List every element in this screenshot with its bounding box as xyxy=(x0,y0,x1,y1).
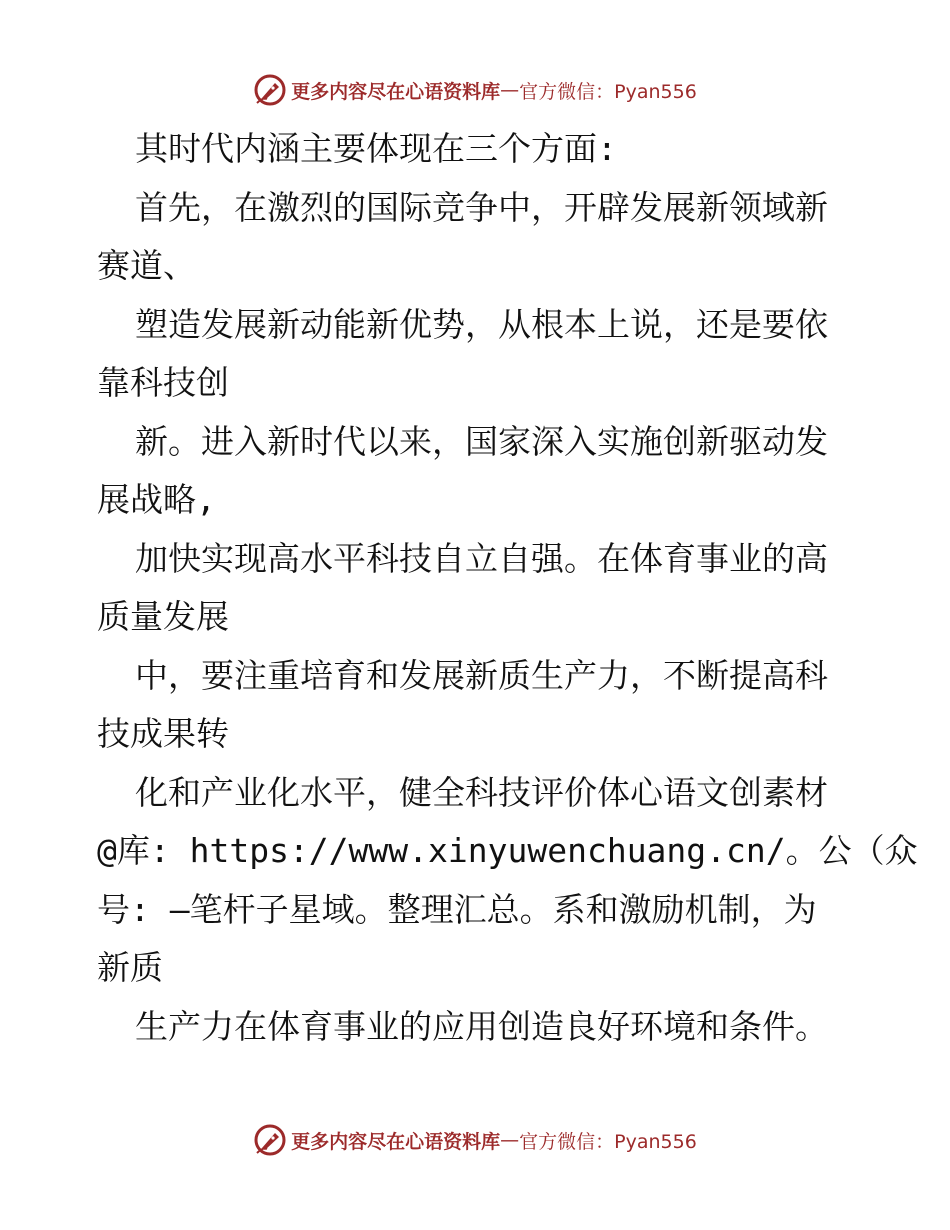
body-line: 化和产业化水平，健全科技评价体心语文创素材 xyxy=(135,772,828,812)
body-line: 新。进入新时代以来，国家深入实施创新驱动发 xyxy=(135,421,828,461)
body-line: 质量发展 xyxy=(97,597,229,636)
body-line: 首先，在激烈的国际竞争中，开辟发展新领域新 xyxy=(135,187,828,227)
body-line: 中，要注重培育和发展新质生产力，不断提高科 xyxy=(135,655,828,695)
footer-banner-separator: — xyxy=(500,1129,520,1151)
page-footer-banner xyxy=(0,1120,950,1160)
body-line: 展战略, xyxy=(97,480,216,519)
pen-nib-logo-icon xyxy=(253,73,287,107)
footer-banner-main-text: 更多内容尽在心语资料库 xyxy=(291,1130,501,1153)
body-line: 塑造发展新动能新优势，从根本上说，还是要依 xyxy=(135,304,828,344)
header-banner-wechat-text: 官方微信：Pyan556 xyxy=(519,80,697,103)
footer-banner-wechat-text: 官方微信：Pyan556 xyxy=(519,1130,697,1153)
body-line: 号: —笔杆子星域。整理汇总。系和激励机制，为 xyxy=(97,889,817,929)
document-body xyxy=(97,120,918,1056)
body-line: 靠科技创 xyxy=(97,363,229,402)
page-header-banner xyxy=(0,70,950,110)
footer-logo-group xyxy=(253,1123,697,1157)
header-logo-group xyxy=(253,73,697,107)
body-line: 生产力在体育事业的应用创造良好环境和条件。 xyxy=(135,1006,828,1046)
body-line: 加快实现高水平科技自立自强。在体育事业的高 xyxy=(135,538,828,578)
header-banner-separator: — xyxy=(500,79,520,101)
body-line: 其时代内涵主要体现在三个方面: xyxy=(135,129,617,168)
body-line: 赛道、 xyxy=(97,246,196,285)
pen-nib-logo-icon xyxy=(253,1123,287,1157)
body-line: 技成果转 xyxy=(97,714,229,753)
body-line-url: @库: https://www.xinyuwenchuang.cn/。公（众 xyxy=(97,831,918,870)
body-line: 新质 xyxy=(97,948,163,987)
header-banner-main-text: 更多内容尽在心语资料库 xyxy=(291,80,501,103)
